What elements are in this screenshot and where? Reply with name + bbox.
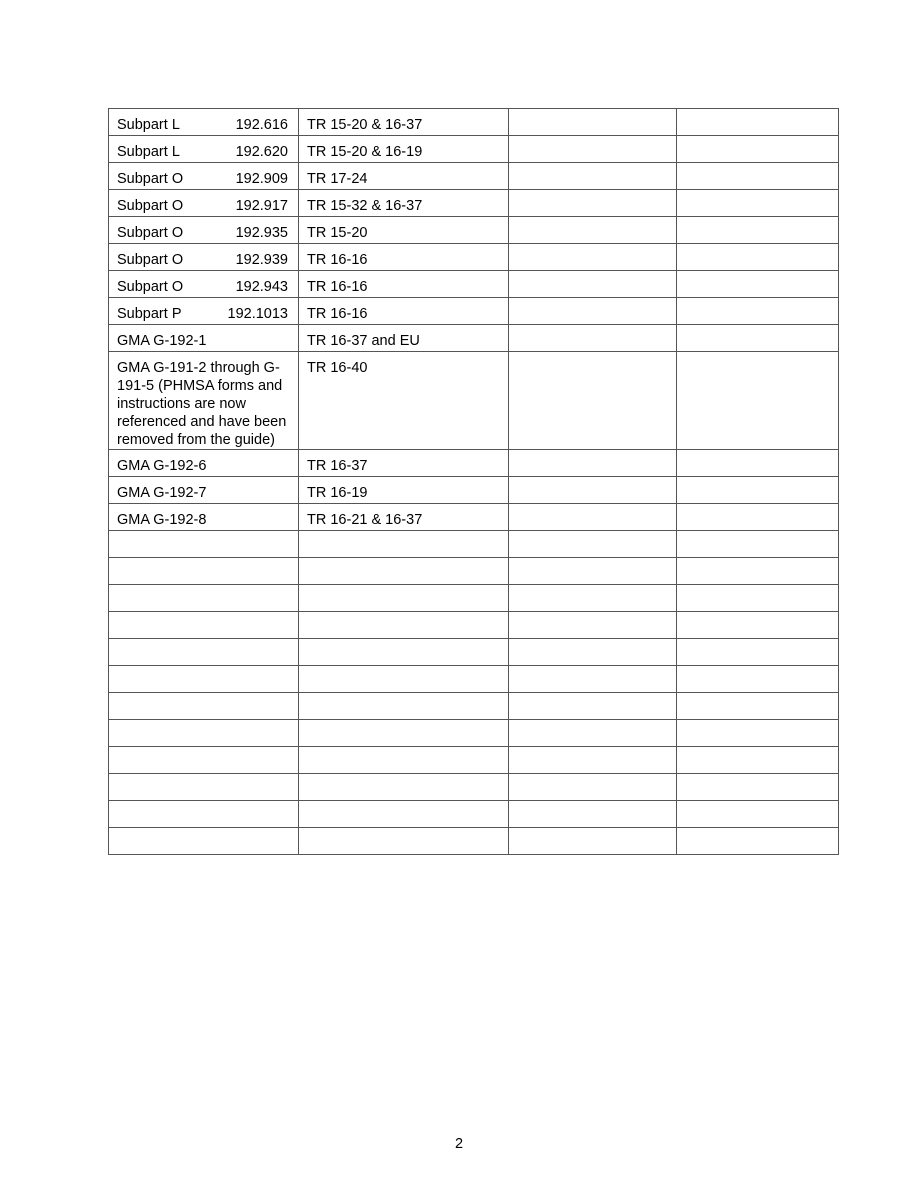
empty-cell [509,477,677,504]
revision-table [108,108,839,855]
section-number: 192.943 [235,279,288,295]
empty-cell [299,558,509,585]
empty-cell [509,558,677,585]
section-cell [109,136,299,163]
subpart-label: Subpart L [117,117,180,133]
empty-cell [299,693,509,720]
guide-cell: GMA G-192-8 [109,504,299,531]
table-row [109,504,839,531]
empty-row [109,720,839,747]
empty-cell [109,693,299,720]
empty-row [109,666,839,693]
section-number: 192.939 [235,252,288,268]
empty-cell [677,504,839,531]
empty-cell [299,585,509,612]
empty-row [109,531,839,558]
reference-cell: TR 16-19 [299,477,509,504]
section-number: 192.935 [235,225,288,241]
empty-cell [677,666,839,693]
page-number: 2 [454,1136,464,1152]
empty-cell [109,612,299,639]
subpart-label: Subpart O [117,198,184,214]
empty-cell [677,325,839,352]
empty-cell [509,244,677,271]
empty-cell [509,352,677,450]
empty-cell [509,136,677,163]
empty-cell [677,558,839,585]
empty-cell [299,774,509,801]
section-number: 192.616 [235,117,288,133]
empty-cell [299,639,509,666]
empty-row [109,693,839,720]
empty-cell [677,136,839,163]
section-cell [109,109,299,136]
table-row [109,352,839,450]
empty-cell [677,693,839,720]
subpart-label: Subpart O [117,171,184,187]
empty-cell [509,450,677,477]
reference-cell: TR 16-16 [299,271,509,298]
empty-cell [109,828,299,855]
subpart-label: Subpart P [117,306,182,322]
empty-cell [677,244,839,271]
table-row [109,244,839,271]
table-row [109,325,839,352]
empty-cell [109,639,299,666]
table-row [109,298,839,325]
section-number: 192.1013 [227,306,288,322]
empty-cell [509,774,677,801]
empty-cell [109,558,299,585]
guide-cell: GMA G-192-7 [109,477,299,504]
empty-cell [677,612,839,639]
guide-cell: GMA G-192-1 [109,325,299,352]
empty-row [109,774,839,801]
empty-cell [509,504,677,531]
empty-cell [677,531,839,558]
reference-cell: TR 16-16 [299,298,509,325]
empty-cell [509,747,677,774]
empty-cell [299,531,509,558]
empty-row [109,558,839,585]
empty-cell [677,477,839,504]
reference-cell: TR 17-24 [299,163,509,190]
empty-cell [509,298,677,325]
empty-cell [109,801,299,828]
reference-cell: TR 15-20 & 16-19 [299,136,509,163]
empty-cell [677,747,839,774]
section-cell [109,298,299,325]
guide-cell: GMA G-191-2 through G-191-5 (PHMSA forms and instructions are now referenced and have been removed from the guide) [109,352,299,450]
empty-cell [677,720,839,747]
table-row [109,271,839,298]
empty-cell [109,666,299,693]
empty-row [109,801,839,828]
empty-cell [299,612,509,639]
reference-cell: TR 15-20 & 16-37 [299,109,509,136]
section-number: 192.620 [235,144,288,160]
reference-cell: TR 16-40 [299,352,509,450]
empty-cell [677,585,839,612]
subpart-label: Subpart O [117,252,184,268]
subpart-label: Subpart O [117,279,184,295]
table-row [109,136,839,163]
table-row [109,190,839,217]
reference-cell: TR 16-16 [299,244,509,271]
empty-cell [509,639,677,666]
empty-cell [299,801,509,828]
empty-cell [509,828,677,855]
reference-cell: TR 16-37 [299,450,509,477]
empty-cell [677,801,839,828]
guide-cell: GMA G-192-6 [109,450,299,477]
table-row [109,217,839,244]
empty-cell [677,163,839,190]
empty-cell [677,828,839,855]
empty-cell [677,639,839,666]
empty-cell [509,217,677,244]
empty-row [109,828,839,855]
section-cell [109,190,299,217]
empty-row [109,585,839,612]
empty-cell [509,271,677,298]
table-row [109,163,839,190]
empty-cell [509,585,677,612]
empty-row [109,612,839,639]
table-row [109,109,839,136]
empty-cell [677,217,839,244]
table-row [109,450,839,477]
empty-cell [509,666,677,693]
empty-cell [109,747,299,774]
empty-cell [299,666,509,693]
subpart-label: Subpart L [117,144,180,160]
empty-cell [677,774,839,801]
empty-cell [509,325,677,352]
reference-cell: TR 15-20 [299,217,509,244]
section-number: 192.909 [235,171,288,187]
empty-row [109,639,839,666]
empty-cell [299,828,509,855]
section-cell [109,244,299,271]
subpart-label: Subpart O [117,225,184,241]
section-cell [109,271,299,298]
empty-cell [299,720,509,747]
empty-cell [677,271,839,298]
section-number: 192.917 [235,198,288,214]
empty-cell [509,163,677,190]
empty-cell [299,747,509,774]
empty-cell [509,693,677,720]
reference-cell: TR 16-21 & 16-37 [299,504,509,531]
empty-cell [677,109,839,136]
empty-cell [509,720,677,747]
reference-cell: TR 16-37 and EU [299,325,509,352]
table-row [109,477,839,504]
empty-cell [109,531,299,558]
empty-cell [109,720,299,747]
section-cell [109,163,299,190]
reference-cell: TR 15-32 & 16-37 [299,190,509,217]
empty-cell [677,190,839,217]
empty-cell [509,612,677,639]
empty-cell [509,109,677,136]
empty-cell [677,298,839,325]
empty-cell [509,531,677,558]
empty-cell [109,774,299,801]
empty-cell [677,450,839,477]
section-cell [109,217,299,244]
empty-cell [509,190,677,217]
empty-cell [109,585,299,612]
empty-cell [677,352,839,450]
empty-row [109,747,839,774]
empty-cell [509,801,677,828]
